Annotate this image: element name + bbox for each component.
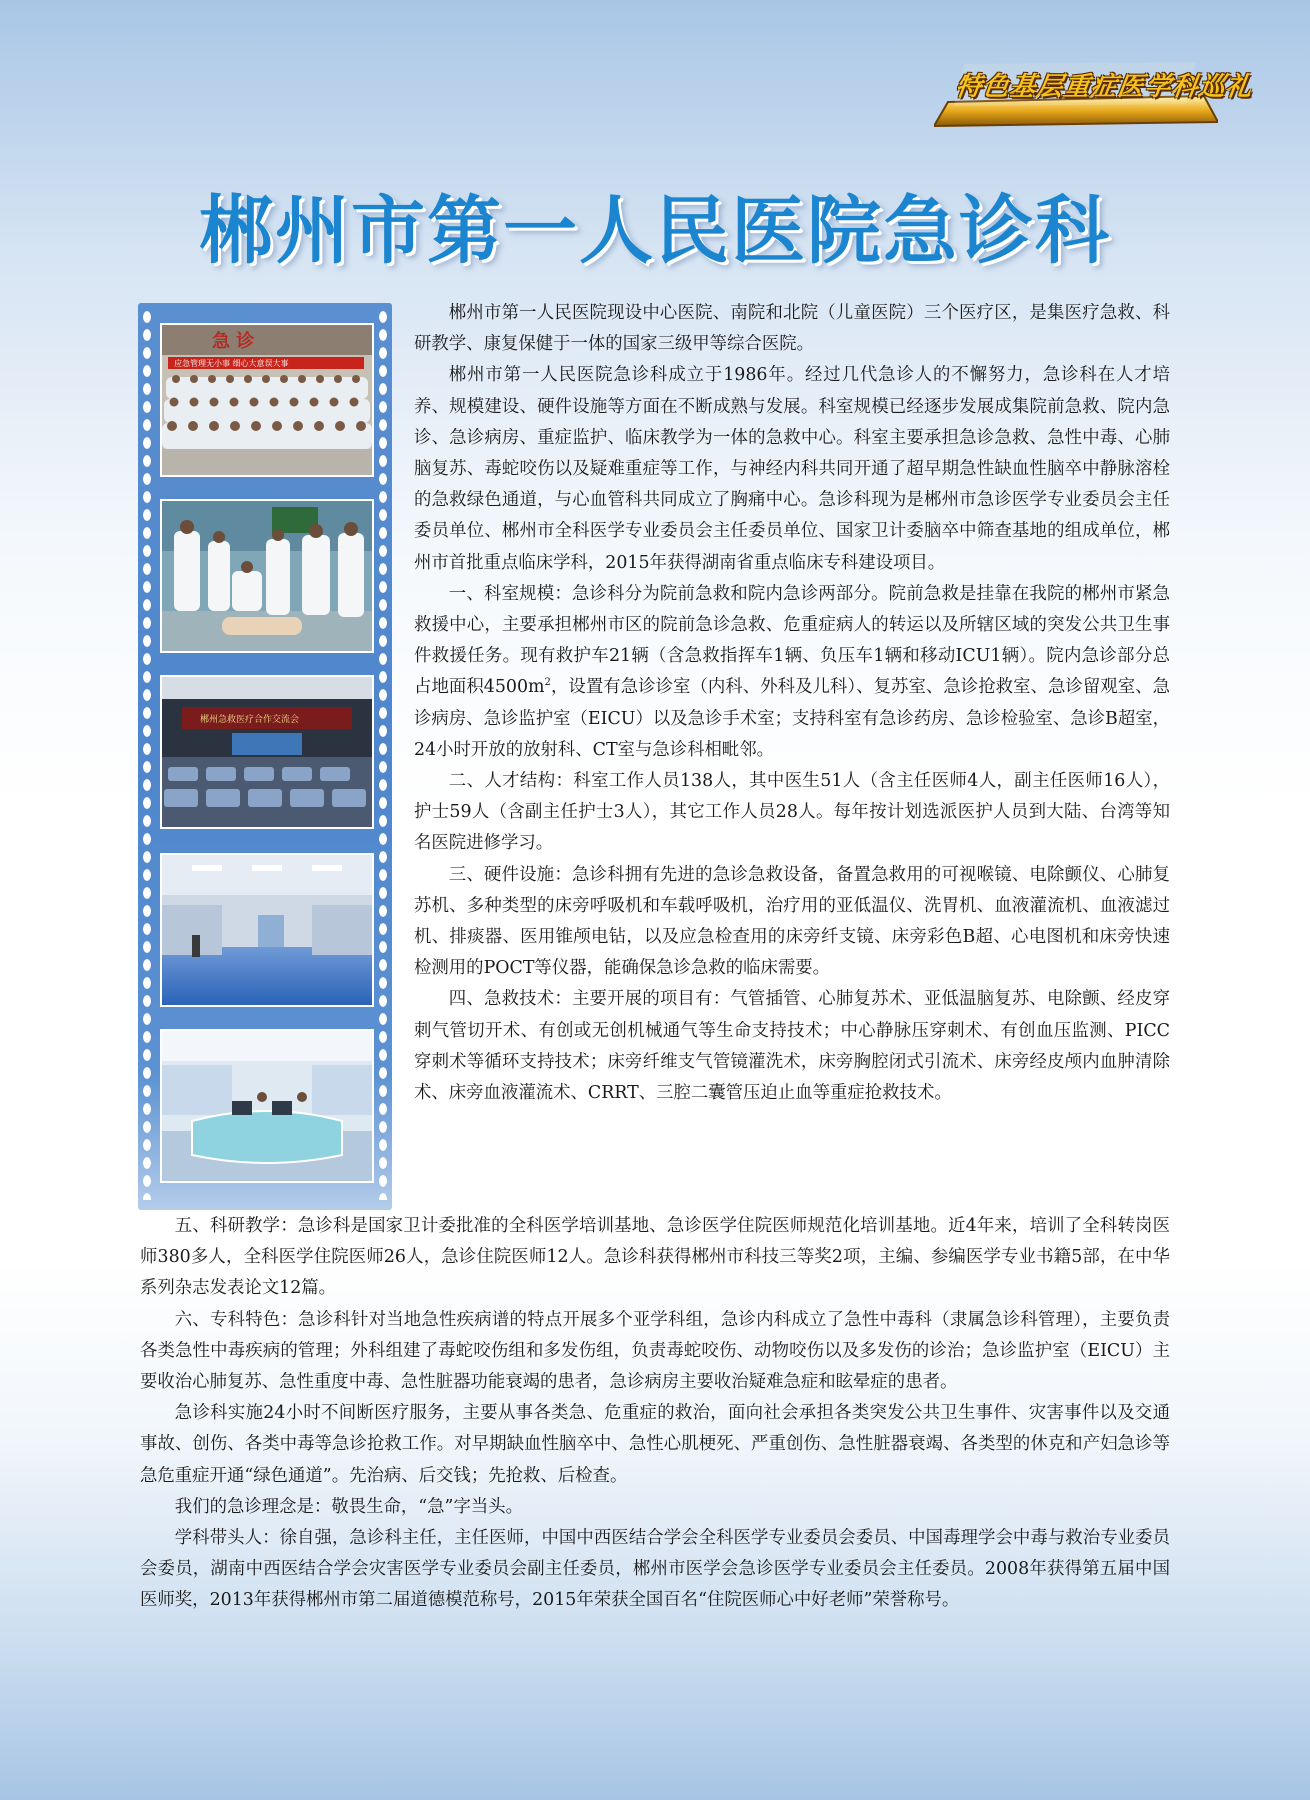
photo-filmstrip <box>138 303 392 1210</box>
paragraph-intro: 郴州市第一人民医院现设中心医院、南院和北院（儿童医院）三个医疗区，是集医疗急救、科研教学、康复保健于一体的国家三级甲等综合医院。 <box>414 303 1170 355</box>
column-banner <box>934 56 1255 128</box>
paragraph-scale <box>414 579 1170 766</box>
paragraph-leader: 学科带头人：徐自强，急诊科主任，主任医师，中国中西医结合学会全科医学专业委员会委员、中国毒理学会中毒与救治专业委员会委员，湖南中西医结合学会灾害医学专业委员会副主任委员，郴州市医学会急诊医学专业委员会主任委员。2008年获得第五届中国医师奖，2013年获得郴州市第二届道德模范称号，2015年荣获全国百名“住院医师心中好老师”荣誉称号。 <box>140 1528 1170 1611</box>
paragraph-specialty: 六、专科特色：急诊科针对当地急性疾病谱的特点开展多个亚学科组，急诊内科成立了急性中毒科（隶属急诊科管理），主要负责各类急性中毒疾病的管理；外科组建了毒蛇咬伤组和多发伤组，负责毒蛇咬伤、动物咬伤以及多发伤的诊治；急诊监护室（EICU）主要收治心肺复苏、急性重度中毒、急性脏器功能衰竭的患者，急诊病房主要收治疑难急症和眩晕症的患者。 <box>140 1309 1170 1393</box>
paragraph-service: 急诊科实施24小时不间断医疗服务，主要从事各类急、危重症的救治，面向社会承担各类突发公共卫生事件、灾害事件以及交通事故、创伤、各类中毒等急诊抢救工作。对早期缺血性脑卒中、急性心肌梗死、严重创伤、急性脏器衰竭、各类型的休克和产妇急诊等急危重症开通“绿色通道”。先治病、后交钱；先抢救、后检查。 <box>140 1403 1170 1486</box>
photo-meeting-hall <box>160 675 374 829</box>
photo-cpr-training <box>160 499 374 653</box>
group-photo-icon <box>162 325 372 475</box>
paragraph-history: 郴州市第一人民医院急诊科成立于1986年。经过几代急诊人的不懈努力，急诊科在人才培养、规模建设、硬件设施等方面在不断成熟与发展。科室规模已经逐步发展成集院前急救、院内急诊、急诊病房、重症监护、临床教学为一体的急救中心。科室主要承担急诊急救、急性中毒、心肺脑复苏、毒蛇咬伤以及疑难重症等工作，与神经内科共同开通了超早期急性缺血性脑卒中静脉溶栓的急救绿色通道，与心血管科共同成立了胸痛中心。急诊科现为是郴州市急诊医学专业委员会主任委员单位、郴州市全科医学专业委员会主任委员单位、国家卫计委脑卒中筛查基地的组成单位，郴州市首批重点临床学科，2015年获得湖南省重点临床专科建设项目。 <box>414 365 1170 573</box>
full-text-column <box>140 1211 1170 1617</box>
area-unit-superscript: 2 <box>544 677 551 689</box>
meeting-hall-icon <box>162 677 372 827</box>
photo-banner-text: 应急管理无小事 细心大意误大事 <box>174 359 289 368</box>
paragraph-techniques: 四、急救技术：主要开展的项目有：气管插管、心肺复苏术、亚低温脑复苏、电除颤、经皮穿刺气管切开术、有创或无创机械通气等生命支持技术；中心静脉压穿刺术、有创血压监测、PICC穿刺术等循环支持技术；床旁纤维支气管镜灌洗术，床旁胸腔闭式引流术、床旁经皮颅内血肿清除术、床旁血液灌流术、CRRT、三腔二囊管压迫止血等重症抢救技术。 <box>414 989 1170 1104</box>
photo-group <box>160 323 374 477</box>
nurse-station-icon <box>162 1031 372 1181</box>
paragraph-scale-part1: 一、科室规模：急诊科分为院前急救和院内急诊两部分。院前急救是挂靠在我院的郴州市紧急救援中心，主要承担郴州市区的院前急诊急救、危重症病人的转运以及所辖区域的突发公共卫生事件救援任务。现有救护车21辆（含急救指挥车1辆、负压车1辆和移动ICU1辆）。院内急诊部分总占地面积4500m <box>414 583 1170 698</box>
film-holes-right <box>378 309 388 1200</box>
paragraph-equipment: 三、硬件设施：急诊科拥有先进的急诊急救设备，备置急救用的可视喉镜、电除颤仪、心肺复苏机、多种类型的床旁呼吸机和车载呼吸机，治疗用的亚低温仪、洗胃机、血液灌流机、血液滤过机、排痰器、医用锥颅电钻，以及应急检查用的床旁纤支镜、床旁彩色B超、心电图机和床旁快速检测用的POCT等仪器，能确保急诊急救的临床需要。 <box>414 864 1170 979</box>
film-holes-left <box>142 309 152 1200</box>
paragraph-scale-part2: ，设置有急诊诊室（内科、外科及儿科）、复苏室、急诊抢救室、急诊留观室、急诊病房、急诊监护室（EICU）以及急诊手术室；支持科室有急诊药房、急诊检验室、急诊B超室，24小时开放的放射科、CT室与急诊科相毗邻。 <box>414 677 1171 760</box>
right-text-column <box>414 298 1170 1109</box>
cpr-training-icon <box>162 501 372 651</box>
page-title: 郴州市第一人民医院急诊科 <box>199 188 1111 274</box>
paragraph-research: 五、科研教学：急诊科是国家卫计委批准的全科医学培训基地、急诊医学住院医师规范化培训基地。近4年来，培训了全科转岗医师380多人，全科医学住院医师26人，急诊住院医师12人。急诊科获得郴州市科技三等奖2项，主编、参编医学专业书籍5部，在中华系列杂志发表论文12篇。 <box>140 1216 1170 1299</box>
photo-nurse-station <box>160 1029 374 1183</box>
corridor-icon <box>162 855 372 1005</box>
paragraph-staff: 二、人才结构：科室工作人员138人，其中医生51人（含主任医师4人，副主任医师16人），护士59人（含副主任护士3人），其它工作人员28人。每年按计划选派医护人员到大陆、台湾等知名医院进修学习。 <box>414 771 1170 854</box>
paragraph-philosophy: 我们的急诊理念是：敬畏生命，“急”字当头。 <box>174 1496 524 1517</box>
banner-text: 特色基层重症医学科巡礼 <box>953 72 1255 102</box>
photo-sign-text: 急 诊 <box>212 331 255 352</box>
photo-corridor <box>160 853 374 1007</box>
meeting-screen-text: 郴州急救医疗合作交流会 <box>200 715 300 725</box>
